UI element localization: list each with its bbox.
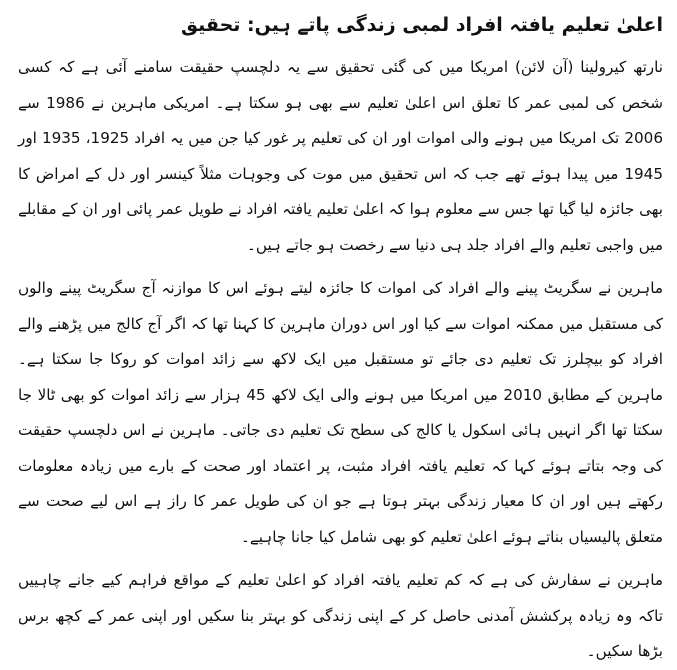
article-paragraph-2: ماہرین نے سگریٹ پینے والے افراد کی اموات کا جائزہ لیتے ہوئے اس کا موازنہ آج سگریٹ پینے والوں کی مستقبل میں ممکنہ اموات سے کیا اور اس دوران ماہرین کا کہنا تھا کہ اگر آج کالج میں پڑھنے والے افراد کو بیچلرز تک تعلیم دی جائے تو مستقبل میں ایک لاکھ سے زائد اموات کو روکا جا سکتا ہے۔ ماہرین کے مطابق 2010 میں امریکا میں ہونے والی ایک لاکھ 45 ہزار سے زائد اموات کو بھی ٹالا جا سکتا تھا اگر انہیں ہائی اسکول یا کالج کی سطح تک تعلیم دی جاتی۔ ماہرین نے اس دلچسپ حقیقت کی وجہ بتاتے ہوئے کہا کہ تعلیم یافتہ افراد مثبت، پر اعتماد اور صحت کے بارے میں زیادہ معلومات رکھتے ہیں اور ان کا معیار زندگی بہتر ہوتا ہے جو ان کی طویل عمر کا راز ہے اس لیے صحت سے متعلق پالیسیاں بناتے ہوئے اعلیٰ تعلیم کو بھی شامل کیا جانا چاہیے۔	[18, 279, 663, 546]
article-paragraph-3: ماہرین نے سفارش کی ہے کہ کم تعلیم یافتہ افراد کو اعلیٰ تعلیم کے مواقع فراہم کیے جانے چاہییں تاکہ وہ زیادہ پرکشش آمدنی حاصل کر کے اپنی زندگی کو بہتر بنا سکیں اور اپنی عمر کے کچھ برس بڑھا سکیں۔	[18, 571, 663, 660]
article-headline: اعلیٰ تعلیم یافتہ افراد لمبی زندگی پاتے ہیں: تحقیق	[181, 14, 663, 36]
article-paragraph-1: نارتھ کیرولینا (آن لائن) امریکا میں کی گئی تحقیق سے یہ دلچسپ حقیقت سامنے آئی ہے کہ کسی شخص کی لمبی عمر کا تعلق اس اعلیٰ تعلیم سے بھی ہو سکتا ہے۔ امریکی ماہرین نے 1986 سے 2006 تک امریکا میں ہونے والی اموات اور ان کی تعلیم پر غور کیا جن میں یہ افراد 1925، 1935 اور 1945 میں پیدا ہوئے تھے جب کہ اس تحقیق میں موت کی وجوہات مثلاً کینسر اور دل کے امراض کا بھی جائزہ لیا گیا تھا جس سے معلوم ہوا کہ اعلیٰ تعلیم یافتہ افراد نے طویل عمر پائی اور ان کے مقابلے میں واجبی تعلیم والے افراد جلد ہی دنیا سے رخصت ہو جاتے ہیں۔	[18, 58, 664, 254]
